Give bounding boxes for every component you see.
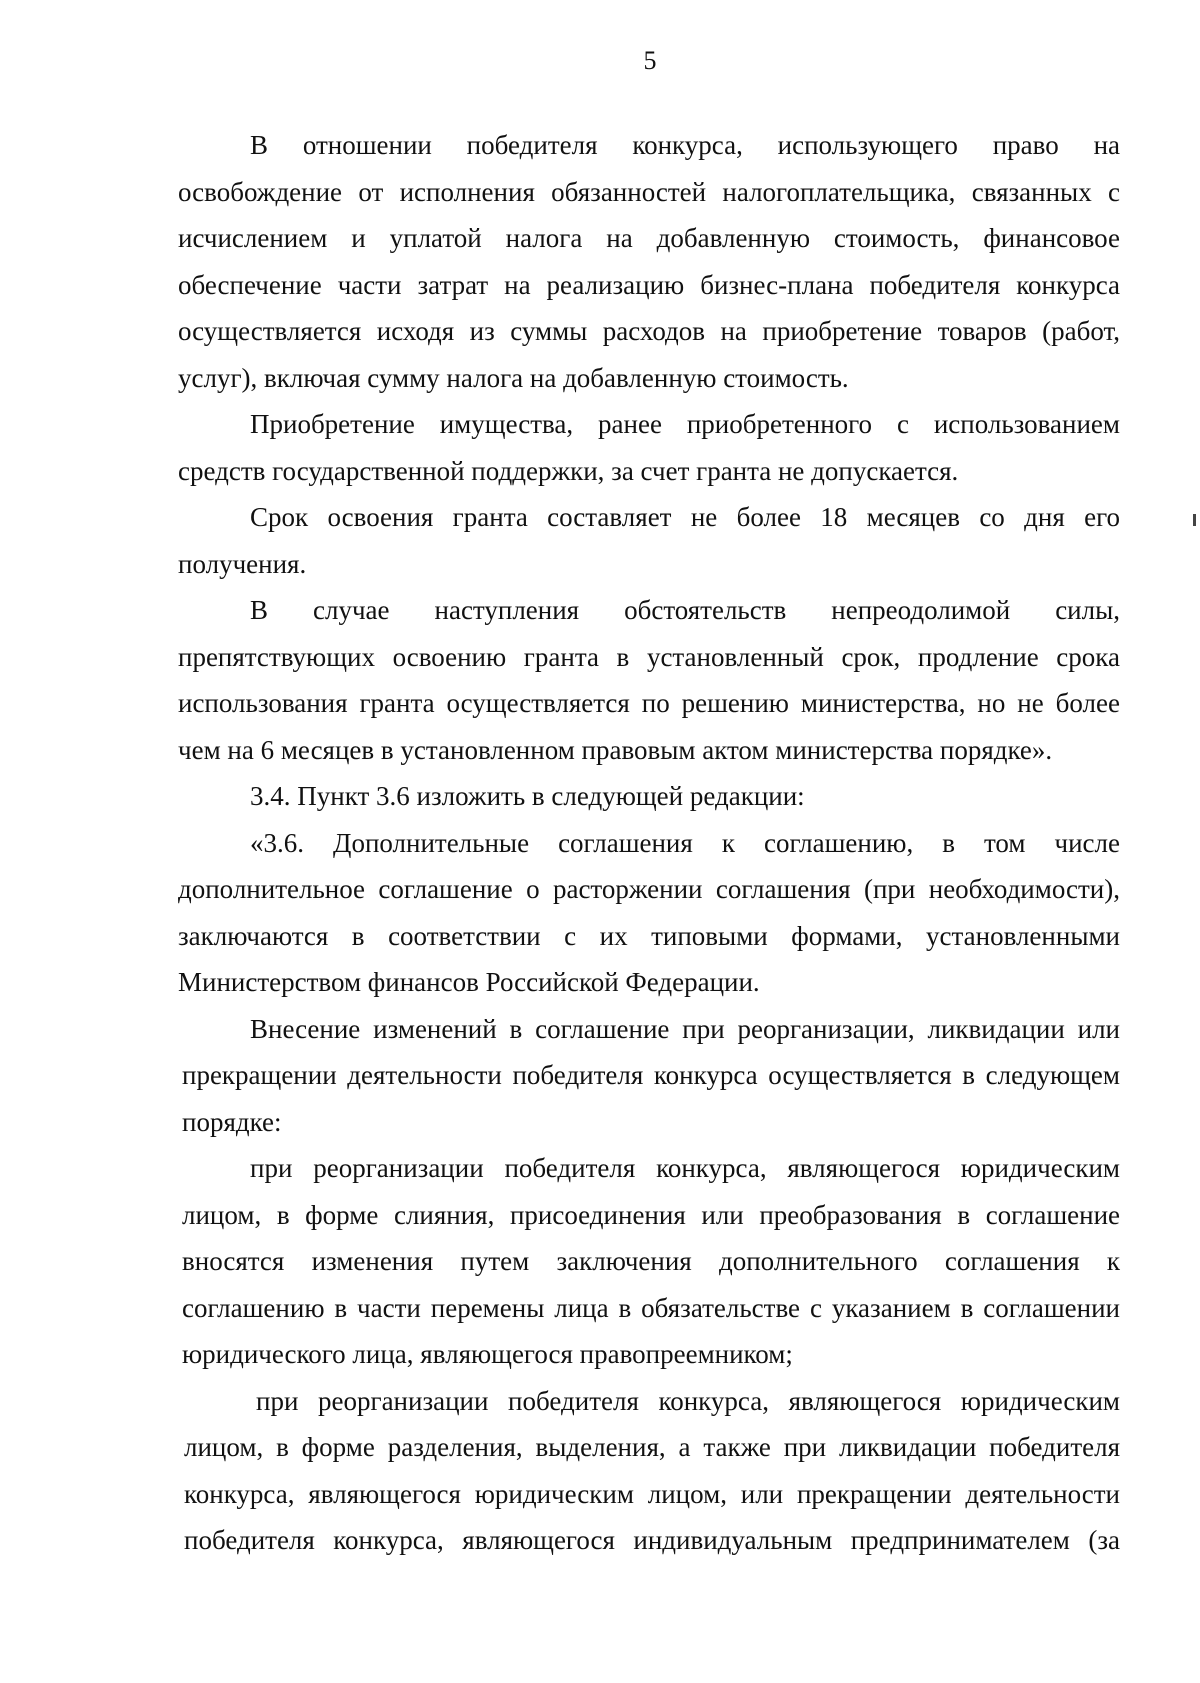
paragraph-item-3-4: 3.4. Пункт 3.6 изложить в следующей редакции:	[250, 781, 805, 811]
paragraph-agreement-changes: Внесение изменений в соглашение при реорганизации, ликвидации или прекращении деятельности победителя конкурса осуществляется в следующем порядке:	[182, 1013, 1120, 1137]
paragraph-property-acquisition: Приобретение имущества, ранее приобретенного с использованием средств государственной поддержки, за счет гранта не допускается.	[178, 409, 1120, 486]
paragraph-grant-term: Срок освоения гранта составляет не более 18 месяцев со дня его получения.	[178, 502, 1120, 579]
paragraph-reorganization-division: при реорганизации победителя конкурса, являющегося юридическим лицом, в форме разделения, выделения, а также при ликвидации победителя конкурса, являющегося юридическим лицом, или прекращении деятельности победителя конкурса, являющегося индивидуальным предпринимателем (за	[184, 1385, 1120, 1555]
paragraph-force-majeure: В случае наступления обстоятельств непреодолимой силы, препятствующих освоению гранта в установленный срок, продление срока использования гранта осуществляется по решению министерства, но не более чем на 6 месяцев в установленном правовым актом министерства порядке».	[178, 595, 1120, 765]
paragraph-item-3-6: «3.6. Дополнительные соглашения к соглашению, в том числе дополнительное соглашение о расторжении соглашения (при необходимости), заключаются в соответствии с их типовыми формами, установленными Министерством финансов Российской Федерации.	[178, 827, 1120, 997]
page-number: 5	[643, 46, 657, 75]
paragraph-reorganization-merger: при реорганизации победителя конкурса, являющегося юридическим лицом, в форме слияния, присоединения или преобразования в соглашение вносятся изменения путем заключения дополнительного соглашения к соглашению в части перемены лица в обязательстве с указанием в соглашении юридического лица, являющегося правопреемником;	[182, 1153, 1120, 1369]
document-body	[178, 122, 1120, 1564]
paragraph-vat-exemption: В отношении победителя конкурса, использующего право на освобождение от исполнения обязанностей налогоплательщика, связанных с исчислением и уплатой налога на добавленную стоимость, финансовое обеспечение части затрат на реализацию бизнес-плана победителя конкурса осуществляется исходя из суммы расходов на приобретение товаров (работ, услуг), включая сумму налога на добавленную стоимость.	[178, 130, 1120, 393]
scan-edge-mark	[1193, 514, 1196, 526]
